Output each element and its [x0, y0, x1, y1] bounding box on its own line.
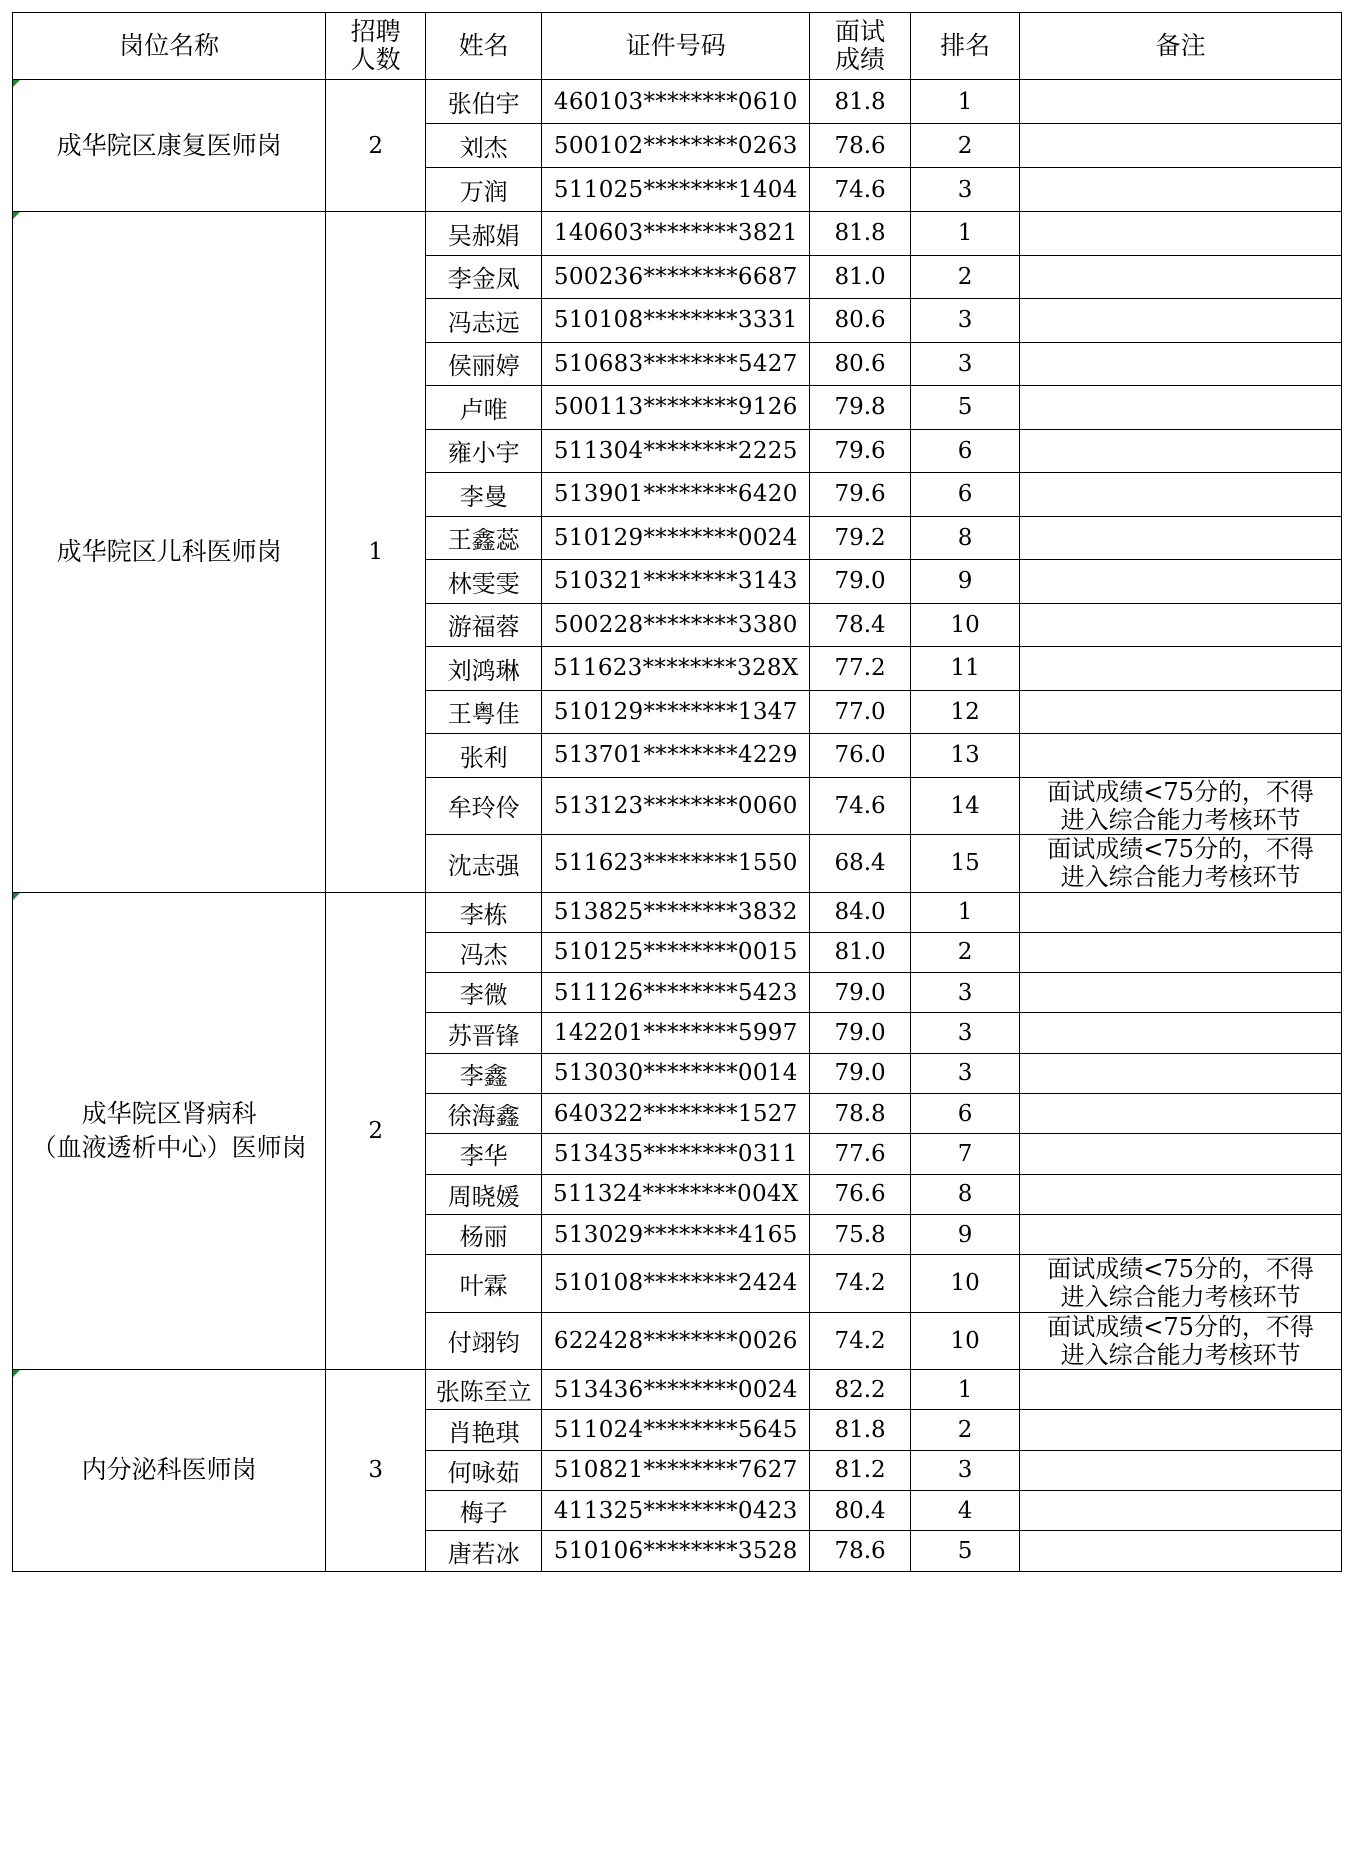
- header-score-line: 成绩: [835, 45, 886, 74]
- rank-cell: 10: [910, 1312, 1019, 1370]
- score-cell: 75.8: [810, 1214, 911, 1254]
- id-number-cell: 500113********9126: [542, 386, 810, 430]
- position-line: 成华院区肾病科: [81, 1098, 257, 1128]
- name-cell: 卢唯: [425, 386, 541, 430]
- remark-cell: [1020, 1214, 1342, 1254]
- name-cell: 侯丽婷: [425, 342, 541, 386]
- position-line: （血液透析中心）医师岗: [31, 1132, 307, 1162]
- rank-cell: 10: [910, 1255, 1019, 1313]
- rank-cell: 1: [910, 80, 1019, 124]
- remark-cell: [1020, 1370, 1342, 1410]
- name-cell: 张利: [425, 734, 541, 778]
- remark-cell: [1020, 473, 1342, 517]
- id-number-cell: 510821********7627: [542, 1450, 810, 1490]
- remark-line: 进入综合能力考核环节: [1060, 1283, 1301, 1312]
- header-row: [13, 13, 1342, 80]
- name-cell: 王鑫蕊: [425, 516, 541, 560]
- name-cell: 苏晋锋: [425, 1013, 541, 1053]
- name-cell: 吴郝娟: [425, 212, 541, 256]
- name-cell: 冯志远: [425, 299, 541, 343]
- remark-line: 面试成绩<75分的，不得: [1047, 1255, 1314, 1284]
- score-cell: 79.2: [810, 516, 911, 560]
- id-number-cell: 510683********5427: [542, 342, 810, 386]
- id-number-cell: 510106********3528: [542, 1531, 810, 1571]
- name-cell: 李曼: [425, 473, 541, 517]
- name-cell: 张伯宇: [425, 80, 541, 124]
- name-cell: 冯杰: [425, 932, 541, 972]
- header-score-line: 面试: [835, 17, 886, 46]
- score-cell: 74.2: [810, 1255, 911, 1313]
- id-number-cell: 511126********5423: [542, 973, 810, 1013]
- id-number-cell: 511324********004X: [542, 1174, 810, 1214]
- remark-cell: [1020, 1013, 1342, 1053]
- name-cell: 刘鸿琳: [425, 647, 541, 691]
- id-number-cell: 513029********4165: [542, 1214, 810, 1254]
- id-number-cell: 511304********2225: [542, 429, 810, 473]
- header-rank: 排名: [910, 13, 1019, 80]
- table-body: [13, 80, 1342, 1572]
- score-cell: 76.0: [810, 734, 911, 778]
- name-cell: 万润: [425, 168, 541, 212]
- remark-cell: [1020, 1491, 1342, 1531]
- rank-cell: 2: [910, 124, 1019, 168]
- interview-results-table: [12, 12, 1342, 1572]
- score-cell: 79.8: [810, 386, 911, 430]
- rank-cell: 3: [910, 342, 1019, 386]
- name-cell: 王粤佳: [425, 690, 541, 734]
- rank-cell: 11: [910, 647, 1019, 691]
- score-cell: 81.0: [810, 932, 911, 972]
- remark-line: 进入综合能力考核环节: [1060, 1340, 1301, 1369]
- remark-cell: [1020, 1255, 1342, 1313]
- rank-cell: 10: [910, 603, 1019, 647]
- name-cell: 雍小宇: [425, 429, 541, 473]
- score-cell: 78.8: [810, 1093, 911, 1133]
- rank-cell: 3: [910, 168, 1019, 212]
- name-cell: 李金凤: [425, 255, 541, 299]
- remark-cell: [1020, 386, 1342, 430]
- remark-cell: [1020, 690, 1342, 734]
- remark-cell: [1020, 1312, 1342, 1370]
- remark-cell: [1020, 80, 1342, 124]
- remark-cell: [1020, 429, 1342, 473]
- remark-cell: [1020, 603, 1342, 647]
- position-line: 内分泌科医师岗: [81, 1455, 257, 1485]
- score-cell: 81.0: [810, 255, 911, 299]
- id-number-cell: 460103********0610: [542, 80, 810, 124]
- rank-cell: 1: [910, 212, 1019, 256]
- name-cell: 李微: [425, 973, 541, 1013]
- id-number-cell: 510125********0015: [542, 932, 810, 972]
- id-number-cell: 510129********0024: [542, 516, 810, 560]
- rank-cell: 2: [910, 255, 1019, 299]
- name-cell: 付翊钧: [425, 1312, 541, 1370]
- remark-cell: [1020, 1174, 1342, 1214]
- header-position: 岗位名称: [13, 13, 326, 80]
- remark-cell: [1020, 1410, 1342, 1450]
- score-cell: 76.6: [810, 1174, 911, 1214]
- position-cell: [13, 212, 326, 893]
- name-cell: 何咏茹: [425, 1450, 541, 1490]
- score-cell: 74.2: [810, 1312, 911, 1370]
- rank-cell: 1: [910, 1370, 1019, 1410]
- id-number-cell: 513436********0024: [542, 1370, 810, 1410]
- id-number-cell: 511623********1550: [542, 835, 810, 893]
- score-cell: 82.2: [810, 1370, 911, 1410]
- position-cell: [13, 1370, 326, 1571]
- name-cell: 李鑫: [425, 1053, 541, 1093]
- rank-cell: 9: [910, 560, 1019, 604]
- id-number-cell: 510129********1347: [542, 690, 810, 734]
- score-cell: 78.6: [810, 124, 911, 168]
- id-number-cell: 510108********2424: [542, 1255, 810, 1313]
- rank-cell: 15: [910, 835, 1019, 893]
- rank-cell: 5: [910, 386, 1019, 430]
- score-cell: 79.0: [810, 560, 911, 604]
- remark-cell: [1020, 932, 1342, 972]
- rank-cell: 2: [910, 932, 1019, 972]
- name-cell: 唐若冰: [425, 1531, 541, 1571]
- name-cell: 牟玲伶: [425, 777, 541, 835]
- header-quota-line: 人数: [350, 45, 401, 74]
- score-cell: 78.4: [810, 603, 911, 647]
- score-cell: 77.0: [810, 690, 911, 734]
- name-cell: 林雯雯: [425, 560, 541, 604]
- remark-cell: [1020, 1531, 1342, 1571]
- id-number-cell: 510108********3331: [542, 299, 810, 343]
- name-cell: 叶霖: [425, 1255, 541, 1313]
- remark-cell: [1020, 255, 1342, 299]
- quota-cell: 2: [326, 892, 426, 1370]
- score-cell: 78.6: [810, 1531, 911, 1571]
- score-cell: 79.0: [810, 1013, 911, 1053]
- id-number-cell: 511024********5645: [542, 1410, 810, 1450]
- rank-cell: 3: [910, 973, 1019, 1013]
- id-number-cell: 622428********0026: [542, 1312, 810, 1370]
- rank-cell: 12: [910, 690, 1019, 734]
- remark-line: 面试成绩<75分的，不得: [1047, 777, 1314, 806]
- score-cell: 81.2: [810, 1450, 911, 1490]
- rank-cell: 8: [910, 516, 1019, 560]
- score-cell: 79.0: [810, 1053, 911, 1093]
- remark-line: 面试成绩<75分的，不得: [1047, 835, 1314, 864]
- name-cell: 杨丽: [425, 1214, 541, 1254]
- remark-cell: [1020, 835, 1342, 893]
- score-cell: 77.2: [810, 647, 911, 691]
- score-cell: 74.6: [810, 168, 911, 212]
- header-remark: 备注: [1020, 13, 1342, 80]
- position-cell: [13, 892, 326, 1370]
- score-cell: 79.6: [810, 473, 911, 517]
- remark-cell: [1020, 892, 1342, 932]
- name-cell: 梅子: [425, 1491, 541, 1531]
- header-quota: [326, 13, 426, 80]
- rank-cell: 4: [910, 1491, 1019, 1531]
- name-cell: 徐海鑫: [425, 1093, 541, 1133]
- score-cell: 84.0: [810, 892, 911, 932]
- id-number-cell: 142201********5997: [542, 1013, 810, 1053]
- name-cell: 周晓媛: [425, 1174, 541, 1214]
- quota-cell: 1: [326, 212, 426, 893]
- id-number-cell: 500236********6687: [542, 255, 810, 299]
- rank-cell: 3: [910, 1450, 1019, 1490]
- id-number-cell: 513825********3832: [542, 892, 810, 932]
- id-number-cell: 511025********1404: [542, 168, 810, 212]
- rank-cell: 6: [910, 473, 1019, 517]
- remark-cell: [1020, 342, 1342, 386]
- score-cell: 77.6: [810, 1134, 911, 1174]
- name-cell: 游福蓉: [425, 603, 541, 647]
- table-row: [13, 1370, 1342, 1410]
- remark-cell: [1020, 647, 1342, 691]
- remark-cell: [1020, 212, 1342, 256]
- remark-cell: [1020, 124, 1342, 168]
- score-cell: 81.8: [810, 1410, 911, 1450]
- position-line: 成华院区儿科医师岗: [56, 536, 282, 566]
- score-cell: 79.6: [810, 429, 911, 473]
- rank-cell: 5: [910, 1531, 1019, 1571]
- score-cell: 74.6: [810, 777, 911, 835]
- remark-cell: [1020, 777, 1342, 835]
- table-row: [13, 212, 1342, 256]
- name-cell: 肖艳琪: [425, 1410, 541, 1450]
- name-cell: 李栋: [425, 892, 541, 932]
- id-number-cell: 411325********0423: [542, 1491, 810, 1531]
- remark-cell: [1020, 1053, 1342, 1093]
- remark-cell: [1020, 1093, 1342, 1133]
- remark-line: 面试成绩<75分的，不得: [1047, 1312, 1314, 1341]
- id-number-cell: 513901********6420: [542, 473, 810, 517]
- name-cell: 李华: [425, 1134, 541, 1174]
- quota-cell: 2: [326, 80, 426, 212]
- header-name: 姓名: [425, 13, 541, 80]
- remark-line: 进入综合能力考核环节: [1060, 863, 1301, 892]
- position-cell: [13, 80, 326, 212]
- name-cell: 张陈至立: [425, 1370, 541, 1410]
- header-id-number: 证件号码: [542, 13, 810, 80]
- id-number-cell: 140603********3821: [542, 212, 810, 256]
- remark-cell: [1020, 734, 1342, 778]
- remark-cell: [1020, 1134, 1342, 1174]
- name-cell: 沈志强: [425, 835, 541, 893]
- score-cell: 80.6: [810, 342, 911, 386]
- id-number-cell: 640322********1527: [542, 1093, 810, 1133]
- position-line: 成华院区康复医师岗: [56, 130, 282, 160]
- rank-cell: 3: [910, 299, 1019, 343]
- remark-cell: [1020, 516, 1342, 560]
- rank-cell: 7: [910, 1134, 1019, 1174]
- name-cell: 刘杰: [425, 124, 541, 168]
- remark-line: 进入综合能力考核环节: [1060, 805, 1301, 834]
- score-cell: 80.6: [810, 299, 911, 343]
- id-number-cell: 513701********4229: [542, 734, 810, 778]
- id-number-cell: 511623********328X: [542, 647, 810, 691]
- score-cell: 81.8: [810, 80, 911, 124]
- header-quota-line: 招聘: [350, 17, 401, 46]
- quota-cell: 3: [326, 1370, 426, 1571]
- score-cell: 68.4: [810, 835, 911, 893]
- results-sheet: [12, 12, 1342, 1572]
- score-cell: 80.4: [810, 1491, 911, 1531]
- id-number-cell: 500102********0263: [542, 124, 810, 168]
- header-score: [810, 13, 911, 80]
- remark-cell: [1020, 560, 1342, 604]
- rank-cell: 6: [910, 429, 1019, 473]
- remark-cell: [1020, 299, 1342, 343]
- rank-cell: 8: [910, 1174, 1019, 1214]
- remark-cell: [1020, 168, 1342, 212]
- rank-cell: 1: [910, 892, 1019, 932]
- table-row: [13, 80, 1342, 124]
- id-number-cell: 513030********0014: [542, 1053, 810, 1093]
- remark-cell: [1020, 973, 1342, 1013]
- rank-cell: 6: [910, 1093, 1019, 1133]
- id-number-cell: 513435********0311: [542, 1134, 810, 1174]
- rank-cell: 2: [910, 1410, 1019, 1450]
- rank-cell: 3: [910, 1053, 1019, 1093]
- id-number-cell: 500228********3380: [542, 603, 810, 647]
- table-row: [13, 892, 1342, 932]
- id-number-cell: 510321********3143: [542, 560, 810, 604]
- rank-cell: 14: [910, 777, 1019, 835]
- rank-cell: 13: [910, 734, 1019, 778]
- id-number-cell: 513123********0060: [542, 777, 810, 835]
- score-cell: 79.0: [810, 973, 911, 1013]
- remark-cell: [1020, 1450, 1342, 1490]
- rank-cell: 9: [910, 1214, 1019, 1254]
- rank-cell: 3: [910, 1013, 1019, 1053]
- score-cell: 81.8: [810, 212, 911, 256]
